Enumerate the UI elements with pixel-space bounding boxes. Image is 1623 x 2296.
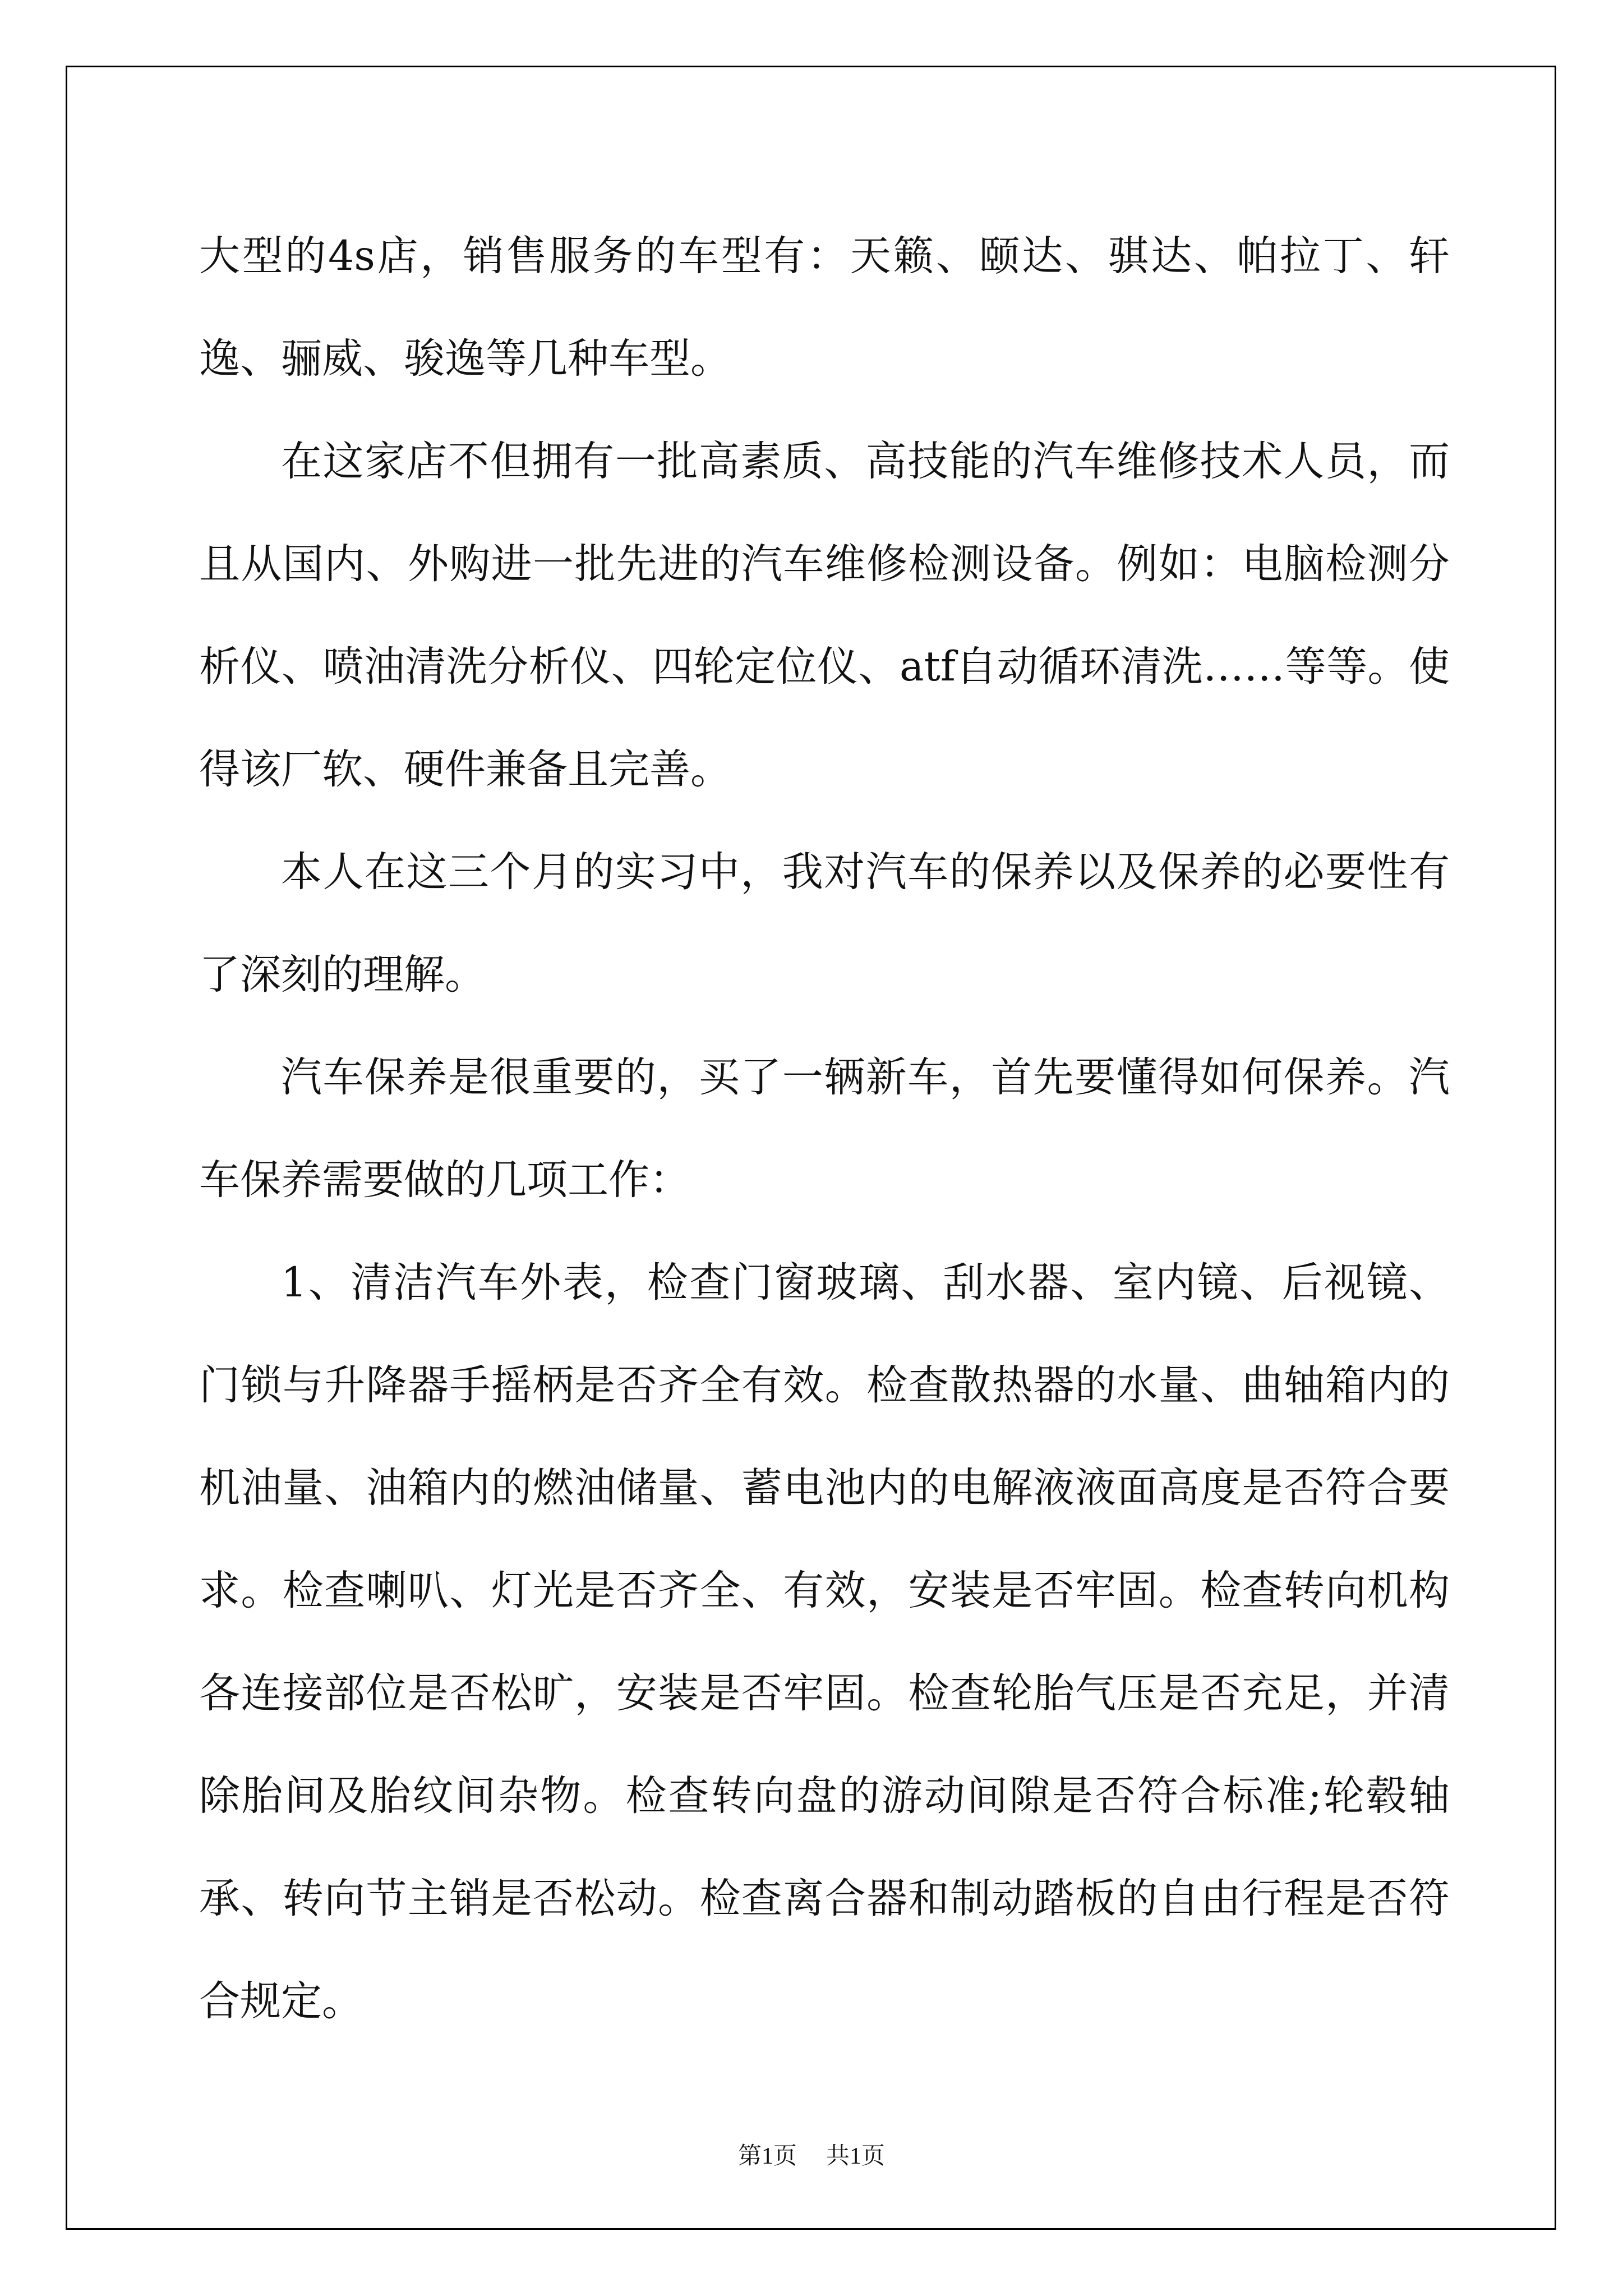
paragraph-2: 在这家店不但拥有一批高素质、高技能的汽车维修技术人员，而且从国内、外购进一批先进的汽车维修检测设备。例如：电脑检测分析仪、喷油清洗分析仪、四轮定位仪、atf自动循环清洗……等等。使得该厂软、硬件兼备且完善。 [199, 438, 1450, 793]
paragraph-1: 大型的4s店，销售服务的车型有：天籁、颐达、骐达、帕拉丁、轩逸、骊威、骏逸等几种车型。 [199, 232, 1450, 383]
paragraph-3: 本人在这三个月的实习中，我对汽车的保养以及保养的必要性有了深刻的理解。 [199, 848, 1450, 999]
paragraph-4: 汽车保养是很重要的，买了一辆新车，首先要懂得如何保养。汽车保养需要做的几项工作： [199, 1053, 1450, 1204]
page-number: 第1页 [737, 2143, 797, 2169]
page-footer [0, 2137, 1623, 2171]
total-pages: 共1页 [826, 2143, 886, 2169]
document-body [199, 205, 1450, 2053]
paragraph-5: 1、清洁汽车外表，检查门窗玻璃、刮水器、室内镜、后视镜、门锁与升降器手摇柄是否齐全有效。检查散热器的水量、曲轴箱内的机油量、油箱内的燃油储量、蓄电池内的电解液液面高度是否符合要求。检查喇叭、灯光是否齐全、有效，安装是否牢固。检查转向机构各连接部位是否松旷，安装是否牢固。检查轮胎气压是否充足，并清除胎间及胎纹间杂物。检查转向盘的游动间隙是否符合标准;轮毂轴承、转向节主销是否松动。检查离合器和制动踏板的自由行程是否符合规定。 [199, 1259, 1450, 2025]
